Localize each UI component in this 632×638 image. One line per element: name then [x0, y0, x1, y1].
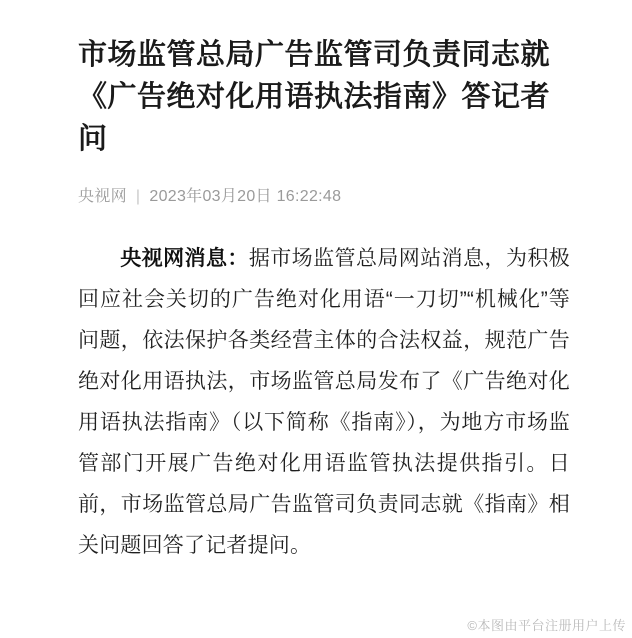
- article-meta: [78, 186, 570, 208]
- article-source: 央视网: [78, 188, 127, 205]
- article-lead: 央视网消息：: [120, 247, 249, 270]
- article-body-text: 据市场监管总局网站消息，为积极回应社会关切的广告绝对化用语“一刀切”“机械化”等问题，依法保护各类经营主体的合法权益，规范广告绝对化用语执法，市场监管总局发布了《广告绝对化用语执法指南》（以下简称《指南》），为地方市场监管部门开展广告绝对化用语监管执法提供指引。日前，市场监管总局广告监管司负责同志就《指南》相关问题回答了记者提问。: [78, 247, 571, 557]
- watermark-text: ©本图由平台注册用户上传: [467, 618, 626, 633]
- watermark: [467, 615, 626, 634]
- article-datetime: 2023年03月20日 16:22:48: [149, 188, 342, 205]
- page-title: 市场监管总局广告监管司负责同志就 《广告绝对化用语执法指南》答记者问: [78, 39, 551, 155]
- meta-divider: |: [135, 188, 141, 205]
- article-body: [78, 238, 570, 566]
